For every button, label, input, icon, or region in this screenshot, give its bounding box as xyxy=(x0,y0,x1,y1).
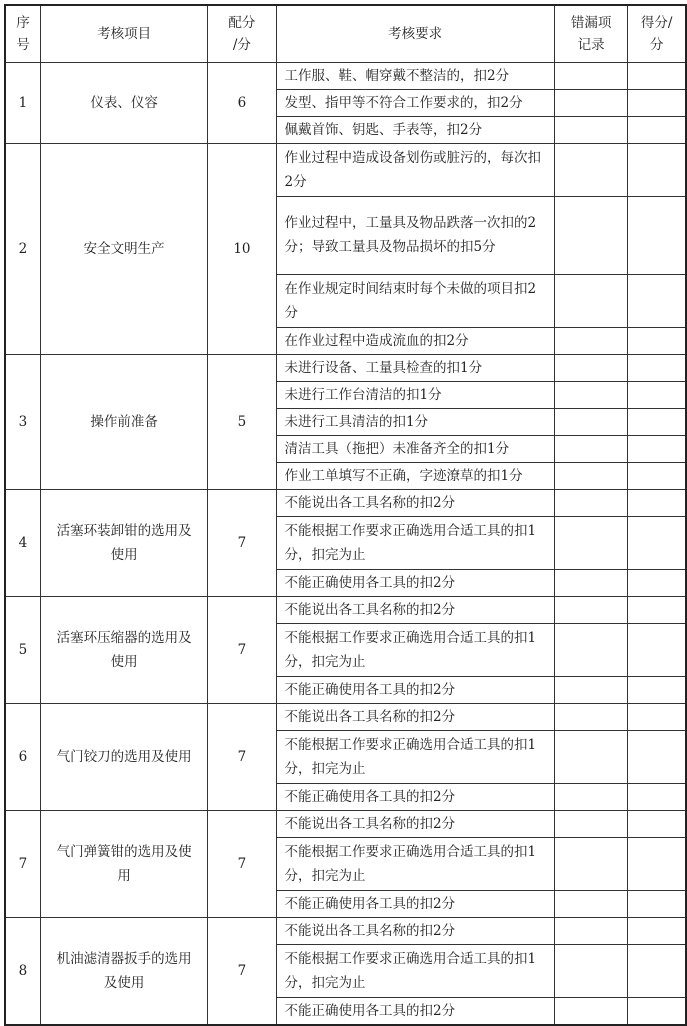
seq-cell: 8 xyxy=(5,917,40,1025)
requirement-cell: 作业过程中，工量具及物品跌落一次扣的2分；导致工量具及物品损坏的扣5分 xyxy=(276,196,554,274)
table-row xyxy=(5,489,686,516)
error-record-cell[interactable] xyxy=(554,730,628,783)
got-score-cell[interactable] xyxy=(628,676,686,703)
table-body xyxy=(5,62,686,1025)
got-score-cell[interactable] xyxy=(628,354,686,381)
error-record-cell[interactable] xyxy=(554,196,628,274)
requirement-cell: 在作业过程中造成流血的扣2分 xyxy=(276,327,554,354)
assessment-table xyxy=(4,4,687,1026)
header-got-score: 得分/ 分 xyxy=(628,5,686,62)
requirement-cell: 不能正确使用各工具的扣2分 xyxy=(276,997,554,1025)
requirement-cell: 佩戴首饰、钥匙、手表等，扣2分 xyxy=(276,116,554,143)
seq-cell: 7 xyxy=(5,810,40,917)
got-score-cell[interactable] xyxy=(628,196,686,274)
requirement-cell: 不能正确使用各工具的扣2分 xyxy=(276,676,554,703)
error-record-cell[interactable] xyxy=(554,435,628,462)
score-cell: 5 xyxy=(208,354,276,489)
error-record-cell[interactable] xyxy=(554,381,628,408)
got-score-cell[interactable] xyxy=(628,783,686,810)
requirement-cell: 不能根据工作要求正确选用合适工具的扣1分，扣完为止 xyxy=(276,837,554,890)
error-record-cell[interactable] xyxy=(554,89,628,116)
requirement-cell: 不能说出各工具名称的扣2分 xyxy=(276,596,554,623)
seq-cell: 5 xyxy=(5,596,40,703)
header-score: 配分 /分 xyxy=(208,5,276,62)
table-row xyxy=(5,354,686,381)
requirement-cell: 不能根据工作要求正确选用合适工具的扣1分，扣完为止 xyxy=(276,623,554,676)
got-score-cell[interactable] xyxy=(628,408,686,435)
requirement-cell: 未进行工具清洁的扣1分 xyxy=(276,408,554,435)
item-cell: 活塞环装卸钳的选用及使用 xyxy=(40,489,207,596)
score-cell: 7 xyxy=(208,703,276,810)
got-score-cell[interactable] xyxy=(628,89,686,116)
requirement-cell: 清洁工具（拖把）未准备齐全的扣1分 xyxy=(276,435,554,462)
item-cell: 气门弹簧钳的选用及使用 xyxy=(40,810,207,917)
error-record-cell[interactable] xyxy=(554,810,628,837)
requirement-cell: 不能正确使用各工具的扣2分 xyxy=(276,783,554,810)
score-cell: 7 xyxy=(208,489,276,596)
got-score-cell[interactable] xyxy=(628,810,686,837)
seq-cell: 3 xyxy=(5,354,40,489)
table-row xyxy=(5,917,686,944)
got-score-cell[interactable] xyxy=(628,435,686,462)
item-cell: 操作前准备 xyxy=(40,354,207,489)
error-record-cell[interactable] xyxy=(554,596,628,623)
requirement-cell: 不能根据工作要求正确选用合适工具的扣1分，扣完为止 xyxy=(276,516,554,569)
requirement-cell: 不能根据工作要求正确选用合适工具的扣1分，扣完为止 xyxy=(276,730,554,783)
error-record-cell[interactable] xyxy=(554,569,628,596)
error-record-cell[interactable] xyxy=(554,354,628,381)
error-record-cell[interactable] xyxy=(554,944,628,997)
header-error-record: 错漏项 记录 xyxy=(554,5,628,62)
error-record-cell[interactable] xyxy=(554,890,628,917)
requirement-cell: 不能说出各工具名称的扣2分 xyxy=(276,703,554,730)
error-record-cell[interactable] xyxy=(554,116,628,143)
item-cell: 活塞环压缩器的选用及使用 xyxy=(40,596,207,703)
score-cell: 7 xyxy=(208,917,276,1025)
seq-cell: 6 xyxy=(5,703,40,810)
score-cell: 6 xyxy=(208,62,276,143)
seq-cell: 1 xyxy=(5,62,40,143)
error-record-cell[interactable] xyxy=(554,408,628,435)
error-record-cell[interactable] xyxy=(554,703,628,730)
header-item: 考核项目 xyxy=(40,5,207,62)
error-record-cell[interactable] xyxy=(554,676,628,703)
table-row xyxy=(5,596,686,623)
error-record-cell[interactable] xyxy=(554,516,628,569)
table-row xyxy=(5,62,686,89)
requirement-cell: 不能正确使用各工具的扣2分 xyxy=(276,890,554,917)
score-cell: 10 xyxy=(208,143,276,354)
got-score-cell[interactable] xyxy=(628,116,686,143)
error-record-cell[interactable] xyxy=(554,327,628,354)
error-record-cell[interactable] xyxy=(554,462,628,489)
got-score-cell[interactable] xyxy=(628,569,686,596)
requirement-cell: 未进行工作台清洁的扣1分 xyxy=(276,381,554,408)
seq-cell: 2 xyxy=(5,143,40,354)
score-cell: 7 xyxy=(208,596,276,703)
error-record-cell[interactable] xyxy=(554,837,628,890)
item-cell: 气门铰刀的选用及使用 xyxy=(40,703,207,810)
seq-cell: 4 xyxy=(5,489,40,596)
error-record-cell[interactable] xyxy=(554,997,628,1025)
got-score-cell[interactable] xyxy=(628,944,686,997)
error-record-cell[interactable] xyxy=(554,62,628,89)
got-score-cell[interactable] xyxy=(628,381,686,408)
got-score-cell[interactable] xyxy=(628,596,686,623)
got-score-cell[interactable] xyxy=(628,890,686,917)
score-cell: 7 xyxy=(208,810,276,917)
error-record-cell[interactable] xyxy=(554,783,628,810)
got-score-cell[interactable] xyxy=(628,516,686,569)
assessment-sheet xyxy=(4,4,687,1026)
table-row xyxy=(5,143,686,196)
got-score-cell[interactable] xyxy=(628,327,686,354)
got-score-cell[interactable] xyxy=(628,623,686,676)
error-record-cell[interactable] xyxy=(554,623,628,676)
got-score-cell[interactable] xyxy=(628,143,686,196)
requirement-cell: 作业工单填写不正确，字迹潦草的扣1分 xyxy=(276,462,554,489)
header-requirement: 考核要求 xyxy=(276,5,554,62)
requirement-cell: 不能正确使用各工具的扣2分 xyxy=(276,569,554,596)
requirement-cell: 作业过程中造成设备划伤或脏污的，每次扣2分 xyxy=(276,143,554,196)
got-score-cell[interactable] xyxy=(628,489,686,516)
item-cell: 机油滤清器扳手的选用及使用 xyxy=(40,917,207,1025)
got-score-cell[interactable] xyxy=(628,730,686,783)
requirement-cell: 不能说出各工具名称的扣2分 xyxy=(276,810,554,837)
requirement-cell: 在作业规定时间结束时每个未做的项目扣2分 xyxy=(276,274,554,327)
error-record-cell[interactable] xyxy=(554,917,628,944)
got-score-cell[interactable] xyxy=(628,917,686,944)
header-row xyxy=(5,5,686,62)
requirement-cell: 工作服、鞋、帽穿戴不整洁的，扣2分 xyxy=(276,62,554,89)
item-cell: 安全文明生产 xyxy=(40,143,207,354)
requirement-cell: 不能根据工作要求正确选用合适工具的扣1分，扣完为止 xyxy=(276,944,554,997)
got-score-cell[interactable] xyxy=(628,62,686,89)
error-record-cell[interactable] xyxy=(554,143,628,196)
got-score-cell[interactable] xyxy=(628,997,686,1025)
error-record-cell[interactable] xyxy=(554,274,628,327)
item-cell: 仪表、仪容 xyxy=(40,62,207,143)
header-seq: 序 号 xyxy=(5,5,40,62)
got-score-cell[interactable] xyxy=(628,462,686,489)
got-score-cell[interactable] xyxy=(628,703,686,730)
requirement-cell: 发型、指甲等不符合工作要求的，扣2分 xyxy=(276,89,554,116)
table-row xyxy=(5,810,686,837)
table-row xyxy=(5,703,686,730)
requirement-cell: 不能说出各工具名称的扣2分 xyxy=(276,489,554,516)
error-record-cell[interactable] xyxy=(554,489,628,516)
got-score-cell[interactable] xyxy=(628,837,686,890)
got-score-cell[interactable] xyxy=(628,274,686,327)
requirement-cell: 不能说出各工具名称的扣2分 xyxy=(276,917,554,944)
requirement-cell: 未进行设备、工量具检查的扣1分 xyxy=(276,354,554,381)
